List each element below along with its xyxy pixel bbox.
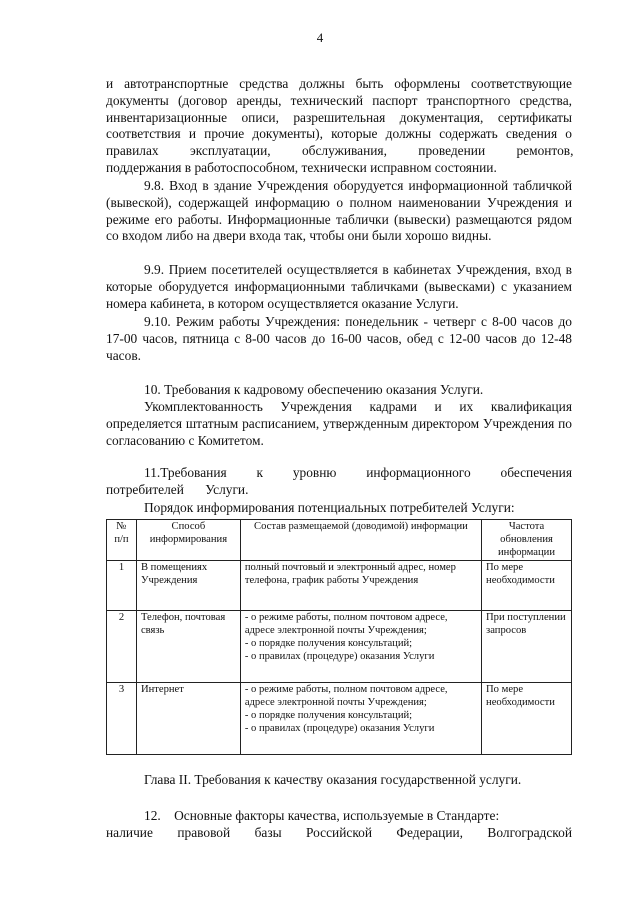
page-number: 4 (316, 30, 324, 45)
row-method: В помещениях Учреждения (136, 561, 240, 611)
header-content: Состав размещаемой (доводимой) информации (240, 520, 481, 561)
informing-order: Порядок информирования потенциальных потребителей Услуги: (144, 500, 515, 515)
content-line: - о режиме работы, полном почтовом адресе, адресе электронной почты Учреждения; (244, 684, 448, 709)
content-line: - о правилах (процедуре) оказания Услуги (244, 650, 435, 662)
row-num: 1 (107, 561, 137, 611)
section-11-heading: 11.Требования к уровню информационного обеспечения потребителей Услуги. (106, 465, 572, 497)
section-12-heading: 12. Основные факторы качества, используемые в Стандарте: (144, 808, 500, 823)
row-frequency: По мере необходимости (482, 561, 572, 611)
intro-line: и автотранспортные средства должны быть оформлены соответствующие (106, 76, 572, 91)
intro-paragraph (106, 76, 572, 177)
intro-line: инвентаризационные описи, разрешительная документация, сертификаты (106, 109, 572, 125)
section-12-text: наличие правовой базы Российской Федерации, Волгоградской (106, 825, 572, 840)
chapter-2-heading: Глава II. Требования к качеству оказания государственной услуги. (144, 772, 522, 787)
row-frequency: При поступлении запросов (482, 611, 572, 683)
row-content (240, 561, 481, 611)
section-12-line (106, 825, 572, 842)
content-line: - о правилах (процедуре) оказания Услуги (244, 722, 435, 734)
table-row (107, 683, 572, 755)
table-row (107, 561, 572, 611)
content-line: - о порядке получения консультаций; (244, 637, 413, 649)
header-method: Способ информирования (136, 520, 240, 561)
header-num: № п/п (107, 520, 137, 561)
row-frequency: По мере необходимости (482, 683, 572, 755)
paragraph-9-8: 9.8. Вход в здание Учреждения оборудуется информационной табличкой (вывеской), содержащей информацию о полном наименовании Учреждения и режиме его работы. Информационные таблички (вывески) размещаются рядом со входом либо на двери входа так, чтобы они были хорошо видны. (106, 178, 572, 244)
section-10-body: Укомплектованность Учреждения кадрами и их квалификация определяется штатным расписанием, утвержденным директором Учреждения по согласованию с Комитетом. (106, 399, 572, 448)
row-num: 3 (107, 683, 137, 755)
content-line: - о режиме работы, полном почтовом адресе, адресе электронной почты Учреждения; (244, 612, 448, 637)
row-content (240, 611, 481, 683)
intro-line: поддержания в работоспособном, технически исправном состоянии. (106, 159, 497, 175)
informing-table (106, 519, 572, 755)
section-10-heading: 10. Требования к кадровому обеспечению оказания Услуги. (144, 382, 484, 397)
header-frequency: Частота обновления информации (482, 520, 572, 561)
paragraph-9-10: 9.10. Режим работы Учреждения: понедельник - четверг с 8-00 часов до 17-00 часов, пятница с 8-00 часов до 16-00 часов, обед с 12-00 часов до 12-48 часов. (106, 314, 572, 363)
table-header-row (107, 520, 572, 561)
row-method: Телефон, почтовая связь (136, 611, 240, 683)
intro-line: документы (договор аренды, технический паспорт транспортного средства, (106, 92, 572, 108)
intro-line: соответствия и прочие документы), которые должны содержать сведения о (106, 126, 572, 142)
content-line: полный почтовый и электронный адрес, номер телефона, график работы Учреждения (244, 562, 456, 587)
row-content (240, 683, 481, 755)
row-method: Интернет (136, 683, 240, 755)
table-row (107, 611, 572, 683)
content-line: - о порядке получения консультаций; (244, 709, 413, 721)
row-num: 2 (107, 611, 137, 683)
paragraph-9-9: 9.9. Прием посетителей осуществляется в кабинетах Учреждения, вход в которые оборудуется информационными табличками (вывесками) с указанием номера кабинета, в котором осуществляется оказание Услуги. (106, 262, 572, 311)
intro-line: правилах эксплуатации, обслуживания, проведении ремонтов, (106, 143, 574, 159)
